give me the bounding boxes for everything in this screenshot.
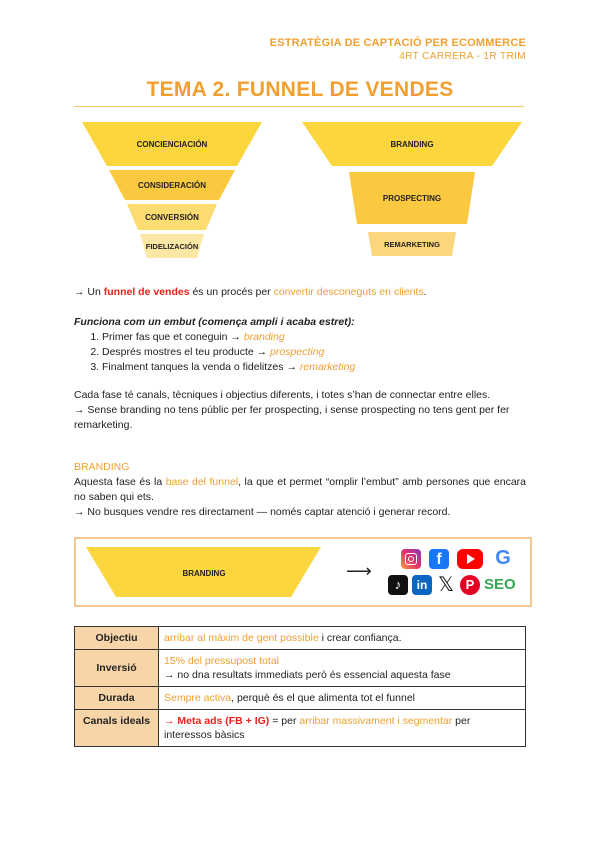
phases-text-2: → Sense branding no tens públic per fer prospecting, i sense prospecting no tens gent per fer remarketing. (74, 404, 510, 431)
intro-paragraph (74, 285, 526, 300)
intro-highlight-funnel: funnel de vendes (103, 286, 190, 298)
youtube-icon (457, 549, 483, 569)
embut-list (74, 330, 526, 375)
funnel-diagram-right (302, 122, 532, 262)
x-icon: 𝕏 (437, 574, 455, 596)
embut-section (74, 315, 526, 375)
table-row (75, 710, 526, 747)
funnel-left-label-2: CONSIDERACIÓN (137, 181, 207, 190)
branding-heading: BRANDING (74, 461, 130, 473)
funnel-right-label-2: PROSPECTING (382, 194, 442, 203)
funnel-right-label-3: REMARKETING (384, 240, 440, 249)
funnel-right-label-1: BRANDING (390, 140, 434, 149)
embut-item-2: 2. Després mostres el teu producte → prospecting (102, 345, 526, 360)
facebook-icon: f (429, 549, 449, 569)
phases-paragraph (74, 388, 526, 433)
linkedin-icon: in (412, 575, 432, 595)
title-divider (74, 106, 524, 107)
table-row (75, 650, 526, 687)
embut-item-3: 3. Finalment tanques la venda o fidelitzes → remarketing (102, 360, 526, 375)
google-icon: G (495, 547, 511, 569)
row-value-inversio: 15% del pressupost total → no dna resultats immediats però és essencial aquesta fase (159, 650, 526, 687)
funnel-left-label-3: CONVERSIÓN (145, 213, 199, 222)
row-value-objectiu: arribar al màxim de gent possible i crear confiança. (159, 627, 526, 650)
page-title: TEMA 2. FUNNEL DE VENDES (146, 78, 454, 101)
branding-section (74, 460, 526, 520)
table-row (75, 687, 526, 710)
embut-heading: Funciona com un embut (comença ampli i acaba estret): (74, 316, 355, 328)
seo-icon: SEO (484, 576, 516, 593)
row-label-canals: Canals ideals (75, 710, 159, 747)
arrow-right-icon: ⟶ (346, 561, 372, 581)
funnel-left-label-4: FIDELIZACIÓN (145, 242, 199, 251)
branding-note: → No busques vendre res directament — només captar atenció i generar record. (74, 506, 451, 518)
branding-desc: Aquesta fase és la base del funnel, la que et permet “omplir l’embut” amb persones que encara no saben qui ets. (74, 476, 526, 503)
phases-text-1: Cada fase té canals, tècniques i objectius diferents, i totes s’han de connectar entre elles. (74, 389, 491, 401)
branding-funnel-shape (86, 547, 326, 599)
branding-channels-box (74, 537, 532, 607)
row-label-inversio: Inversió (75, 650, 159, 687)
embut-item-1: 1. Primer fas que et coneguin → branding (102, 330, 526, 345)
funnel-left-label-1: CONCIENCIACIÓN (136, 140, 208, 149)
branding-table (74, 626, 526, 747)
branding-box-label: BRANDING (182, 569, 226, 578)
course-title: ESTRATÈGIA DE CAPTACIÓ PER ECOMMERCE (269, 37, 526, 49)
instagram-icon (401, 549, 421, 569)
funnel-diagram-left (82, 122, 282, 262)
tiktok-icon: ♪ (388, 575, 408, 595)
intro-text-2: és un procés per (189, 286, 274, 298)
intro-text-1: Un (87, 286, 104, 298)
row-value-canals: → Meta ads (FB + IG) = per arribar massivament i segmentar per interessos bàsics (159, 710, 526, 747)
intro-highlight-convert: convertir desconeguts en clients (273, 286, 424, 298)
table-row (75, 627, 526, 650)
course-term: 4RT CARRERA - 1R TRIM (399, 51, 526, 62)
row-label-durada: Durada (75, 687, 159, 710)
intro-text-3: . (423, 286, 427, 298)
row-label-objectiu: Objectiu (75, 627, 159, 650)
pinterest-icon: P (460, 575, 480, 595)
arrow-glyph: → (74, 286, 85, 298)
row-value-durada: Sempre activa, perquè és el que alimenta tot el funnel (159, 687, 526, 710)
